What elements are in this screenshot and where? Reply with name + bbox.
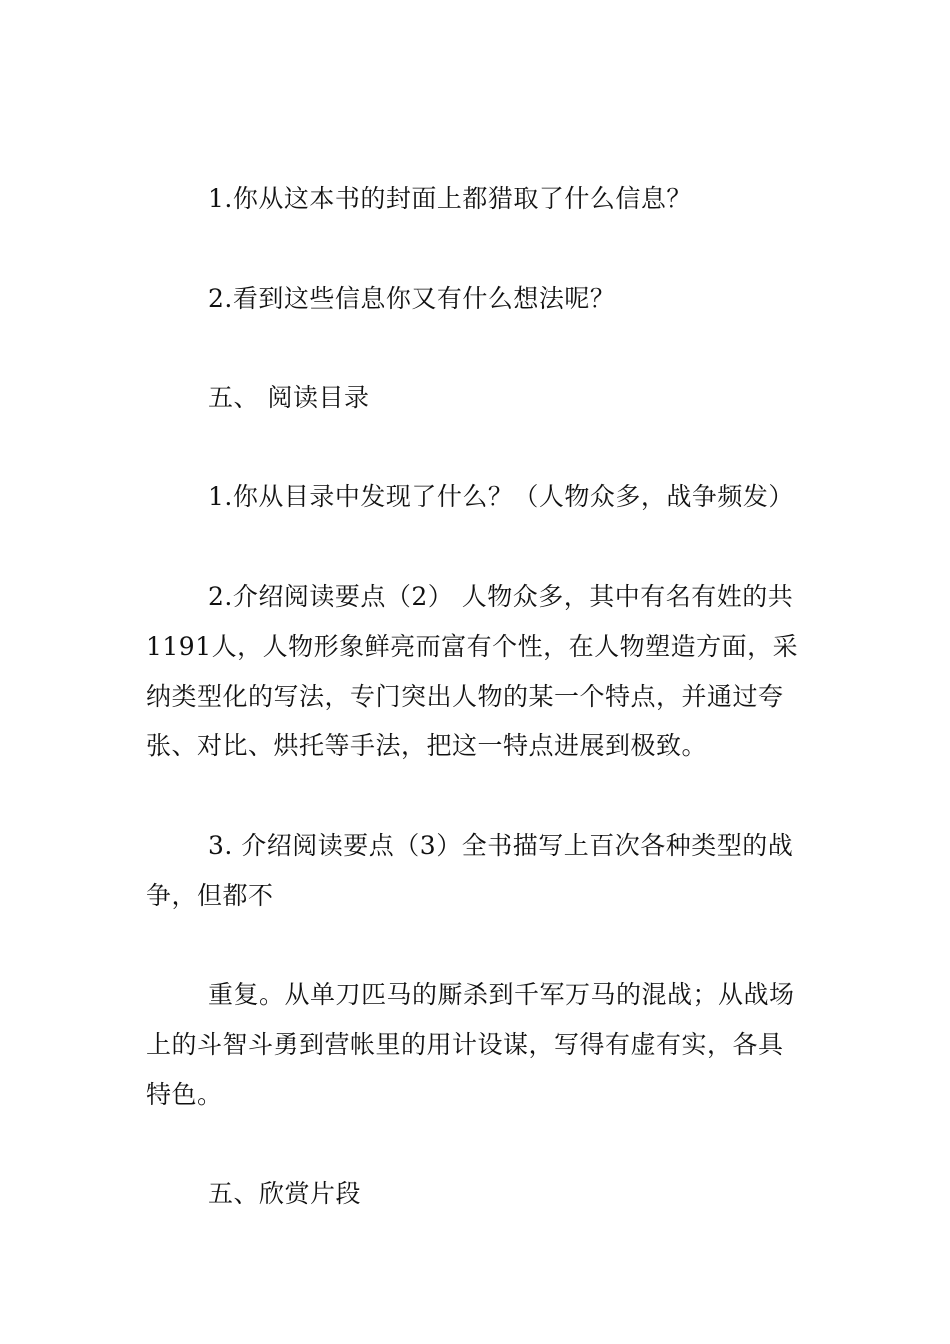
question-2: 2.看到这些信息你又有什么想法呢？ <box>208 284 616 313</box>
question-1: 1.你从这本书的封面上都猎取了什么信息？ <box>208 184 692 213</box>
reading-point-2-line-4: 张、对比、烘托等手法，把这一特点进展到极致。 <box>146 731 708 760</box>
reading-point-3-line-1: 3. 介绍阅读要点（3）全书描写上百次各种类型的战 <box>208 831 794 860</box>
reading-point-3-line-2: 争，但都不 <box>146 881 274 910</box>
section-heading-appreciate-excerpt: 五、欣赏片段 <box>208 1179 362 1208</box>
contents-question-1: 1.你从目录中发现了什么？（人物众多，战争频发） <box>208 482 794 511</box>
paragraph-line-2: 上的斗智斗勇到营帐里的用计设谋，写得有虚有实，各具 <box>146 1030 784 1059</box>
reading-point-2-line-3: 纳类型化的写法，专门突出人物的某一个特点，并通过夸 <box>146 682 784 711</box>
paragraph-line-1: 重复。从单刀匹马的厮杀到千军万马的混战；从战场 <box>208 980 795 1009</box>
section-heading-reading-contents: 五、 阅读目录 <box>208 383 370 412</box>
paragraph-line-3: 特色。 <box>146 1080 223 1109</box>
reading-point-2-line-1: 2.介绍阅读要点（2） 人物众多，其中有名有姓的共 <box>208 582 794 611</box>
reading-point-2-line-2: 1191人，人物形象鲜亮而富有个性，在人物塑造方面，采 <box>146 632 799 661</box>
